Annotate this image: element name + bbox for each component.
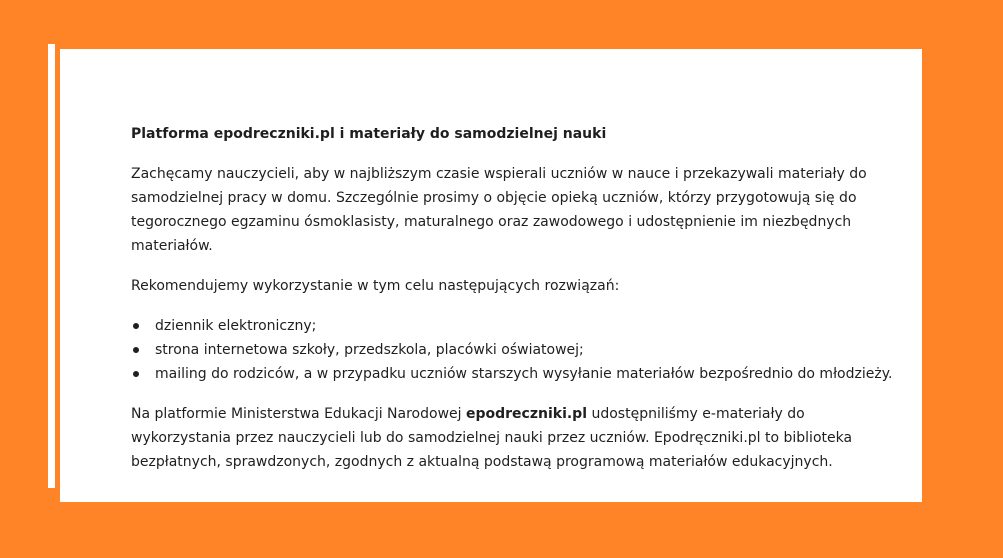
list-item-text: strona internetowa szkoły, przedszkola, placówki oświatowej;	[155, 342, 584, 358]
article-body	[131, 122, 901, 490]
list-item-text: mailing do rodziców, a w przypadku uczniów starszych wysyłanie materiałów bezpośrednio do młodzieży.	[155, 366, 893, 382]
list-item	[131, 314, 901, 338]
closing-text-after: udostępniliśmy e-materiały do wykorzystania przez nauczycieli lub do samodzielnej nauki przez uczniów. Epodręczniki.pl to biblioteka bezpłatnych, sprawdzonych, zgodnych z aktualną podstawą programową materiałów edukacyjnych.	[131, 406, 853, 470]
intro-paragraph: Zachęcamy nauczycieli, aby w najbliższym czasie wspierali uczniów w nauce i przekazywali materiały do samodzielnej pracy w domu. Szczególnie prosimy o objęcie opieką uczniów, którzy przygotowują się do tegorocznego egzaminu ósmoklasisty, maturalnego oraz zawodowego i udostępnienie im niezbędnych materiałów.	[131, 166, 867, 254]
list-item	[131, 362, 901, 386]
bullet-icon	[133, 347, 139, 353]
closing-paragraph	[131, 402, 901, 474]
recommend-paragraph: Rekomendujemy wykorzystanie w tym celu następujących rozwiązań:	[131, 278, 620, 294]
bullet-icon	[133, 371, 139, 377]
article-title: Platforma epodreczniki.pl i materiały do samodzielnej nauki	[131, 126, 607, 142]
list-item	[131, 338, 901, 362]
epodreczniki-link[interactable]: epodreczniki.pl	[465, 406, 588, 422]
list-item-text: dziennik elektroniczny;	[155, 318, 317, 334]
bullet-icon	[133, 323, 139, 329]
recommendation-list	[131, 314, 901, 386]
accent-bar	[48, 44, 55, 488]
content-card	[60, 49, 922, 502]
closing-text-before: Na platformie Ministerstwa Edukacji Narodowej	[131, 406, 466, 422]
